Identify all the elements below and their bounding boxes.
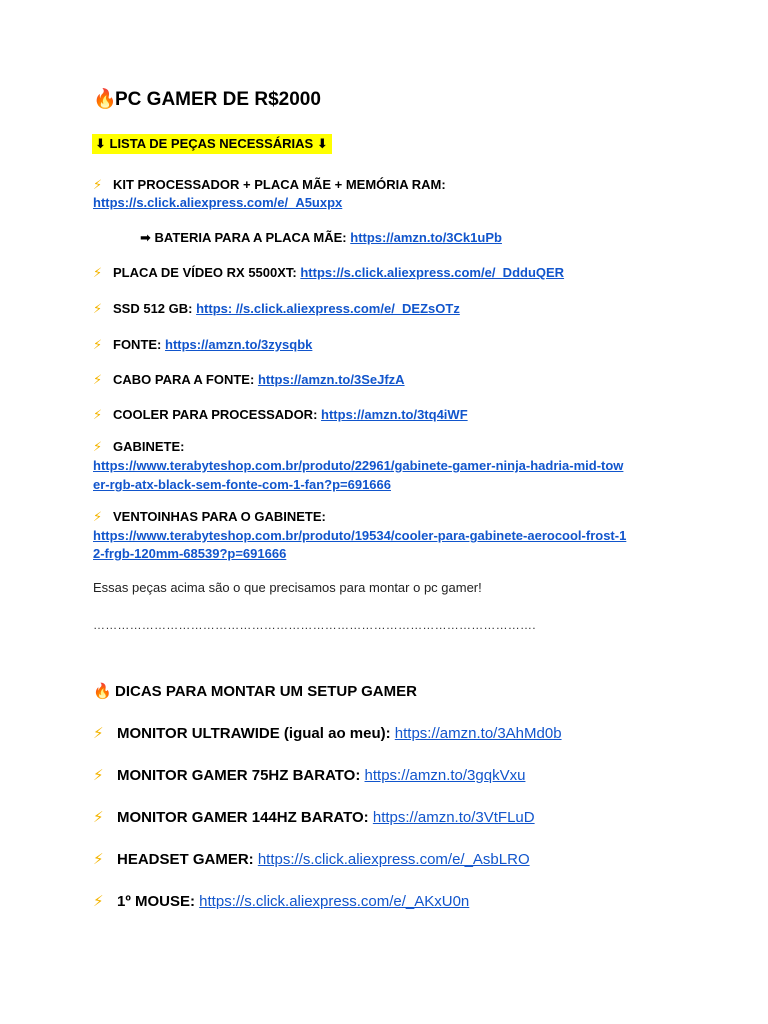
battery-line — [140, 230, 502, 246]
mouse-link[interactable]: https://s.click.aliexpress.com/e/_AKxU0n — [199, 893, 470, 910]
bolt-icon: ⚡ — [93, 509, 103, 524]
ultrawide-label: MONITOR ULTRAWIDE (igual ao meu): — [117, 725, 391, 742]
monitor-144hz-label: MONITOR GAMER 144HZ BARATO: — [117, 809, 369, 826]
cable-line — [93, 372, 405, 388]
gpu-line — [93, 265, 564, 281]
ssd-line — [93, 301, 460, 317]
fans-link-line-1 — [93, 528, 626, 543]
monitor-75hz-label: MONITOR GAMER 75HZ BARATO: — [117, 767, 361, 784]
psu-link[interactable]: https://amzn.to/3zysqbk — [165, 337, 313, 352]
fans-label-line — [93, 509, 326, 525]
headset-label: HEADSET GAMER: — [117, 851, 254, 868]
kit-link[interactable]: https://s.click.aliexpress.com/e/_A5uxpx — [93, 195, 343, 210]
case-link-line-1 — [93, 458, 623, 473]
gpu-link[interactable]: https://s.click.aliexpress.com/e/_DdduQER — [300, 265, 565, 280]
bolt-icon: ⚡ — [93, 177, 103, 192]
case-link[interactable]: https://www.terabyteshop.com.br/produto/22961/gabinete-gamer-ninja-hadria-mid-tow — [93, 458, 624, 473]
fire-icon: 🔥 — [93, 89, 117, 110]
cooler-link[interactable]: https://amzn.to/3tq4iWF — [321, 407, 468, 422]
bolt-icon: ⚡ — [93, 809, 104, 826]
bolt-icon: ⚡ — [93, 851, 104, 868]
ssd-link[interactable]: https: //s.click.aliexpress.com/e/_DEZsOTz — [196, 301, 460, 316]
kit-link-line — [93, 195, 342, 210]
case-label-line — [93, 439, 185, 455]
mouse-line — [93, 892, 469, 910]
ssd-label: SSD 512 GB: — [113, 301, 193, 316]
battery-link[interactable]: https://amzn.to/3Ck1uPb — [350, 230, 502, 245]
case-link-line-2 — [93, 477, 391, 492]
kit-label: KIT PROCESSADOR + PLACA MÃE + MEMÓRIA RAM: — [113, 177, 446, 192]
kit-label-line — [93, 177, 446, 193]
setup-title-text: DICAS PARA MONTAR UM SETUP GAMER — [115, 683, 417, 700]
psu-label: FONTE: — [113, 337, 162, 352]
gpu-label: PLACA DE VÍDEO RX 5500XT: — [113, 265, 297, 280]
cable-link[interactable]: https://amzn.to/3SeJfzA — [257, 372, 405, 387]
bolt-icon: ⚡ — [93, 725, 104, 742]
fans-link[interactable]: https://www.terabyteshop.com.br/produto/19534/cooler-para-gabinete-aerocool-frost-1 — [93, 528, 627, 543]
monitor-75hz-link[interactable]: https://amzn.to/3gqkVxu — [364, 767, 526, 784]
monitor-75hz-line — [93, 766, 525, 784]
parts-list-banner: ⬇ LISTA DE PEÇAS NECESSÁRIAS ⬇ — [92, 134, 332, 154]
summary-text: Essas peças acima são o que precisamos para montar o pc gamer! — [93, 580, 482, 595]
cooler-line — [93, 407, 468, 423]
ultrawide-line — [93, 724, 562, 742]
ultrawide-link[interactable]: https://amzn.to/3AhMd0b — [394, 725, 562, 742]
bolt-icon: ⚡ — [93, 337, 103, 352]
dotted-separator: ………………………………………………………………………………………………. — [93, 618, 536, 632]
headset-link[interactable]: https://s.click.aliexpress.com/e/_AsbLRO — [257, 851, 530, 868]
bolt-icon: ⚡ — [93, 893, 104, 910]
bolt-icon: ⚡ — [93, 265, 103, 280]
arrow-right-icon: ➡ — [140, 230, 151, 245]
cable-label: CABO PARA A FONTE: — [113, 372, 255, 387]
bolt-icon: ⚡ — [93, 372, 103, 387]
fans-label: VENTOINHAS PARA O GABINETE: — [113, 509, 326, 524]
battery-label: BATERIA PARA A PLACA MÃE: — [154, 230, 347, 245]
case-label: GABINETE: — [113, 439, 185, 454]
page-title — [93, 87, 321, 111]
page-title-text: PC GAMER DE R$2000 — [115, 89, 321, 110]
bolt-icon: ⚡ — [93, 301, 103, 316]
cooler-label: COOLER PARA PROCESSADOR: — [113, 407, 318, 422]
psu-line — [93, 337, 312, 353]
fans-link-continued[interactable]: 2-frgb-120mm-68539?p=691666 — [93, 546, 287, 561]
bolt-icon: ⚡ — [93, 439, 103, 454]
fans-link-line-2 — [93, 546, 286, 561]
mouse-label: 1º MOUSE: — [117, 893, 195, 910]
monitor-144hz-line — [93, 808, 535, 826]
case-link-continued[interactable]: er-rgb-atx-black-sem-fonte-com-1-fan?p=691666 — [93, 477, 391, 492]
bolt-icon: ⚡ — [93, 767, 104, 784]
fire-icon: 🔥 — [93, 683, 112, 700]
monitor-144hz-link[interactable]: https://amzn.to/3VtFLuD — [372, 809, 535, 826]
headset-line — [93, 850, 530, 868]
setup-title — [93, 682, 417, 700]
bolt-icon: ⚡ — [93, 407, 103, 422]
